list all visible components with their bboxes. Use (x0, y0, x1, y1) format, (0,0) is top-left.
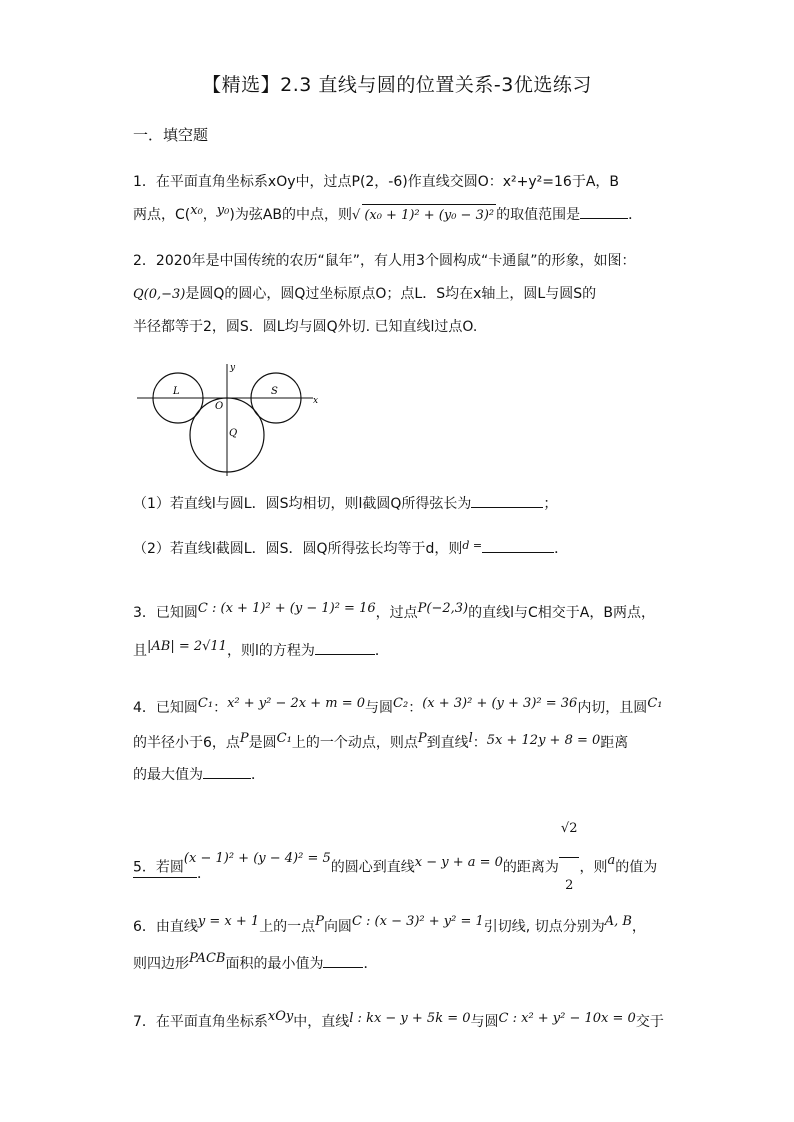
q2-part1-text: （1）若直线l与圆L．圆S均相切，则l截圆Q所得弦长为 (133, 496, 472, 512)
q6-line-equation: y = x + 1 (197, 914, 260, 929)
label-o: O (215, 401, 224, 412)
q2-part1-end: ； (543, 496, 558, 512)
q6-text-1a: 6．由直线 (133, 919, 198, 935)
q5-fraction-numerator: √2 (559, 801, 580, 858)
q4-text-1e: 内切，且圆 (577, 700, 648, 716)
q4-c1: C₁ (197, 696, 214, 711)
q6-text-1b: 上的一点 (259, 919, 316, 935)
q4-point-p-2: P (417, 731, 427, 746)
label-x: x (313, 396, 319, 406)
q6-answer-blank[interactable] (323, 967, 363, 968)
q4-answer-blank[interactable] (203, 778, 251, 779)
q6-tangent-points: A, B (604, 914, 632, 929)
q3-point: P(−2,3) (417, 601, 469, 616)
q2-text-2: 是圆Q的圆心，圆Q过坐标原点O；点L．S均在x轴上，圆L与圆S的 (185, 286, 597, 302)
question-7-line-1 (133, 1011, 674, 1034)
q4-text-2c: 上的一个动点，则点 (291, 735, 418, 751)
q7-line-equation: l : kx − y + 5k = 0 (349, 1011, 471, 1026)
question-3-line-2 (133, 640, 674, 663)
q6-text-2a: 则四边形 (133, 956, 189, 972)
q4-equation-2: (x + 3)² + (y + 3)² = 36 (422, 696, 578, 711)
q5-fraction-denominator: 2 (565, 878, 574, 893)
question-4-line-3 (133, 764, 674, 786)
section-heading: 一．填空题 (133, 126, 209, 144)
q4-end: ． (251, 767, 265, 783)
q5-text-1a: 5．若圆 (133, 859, 184, 876)
q5-answer-blank[interactable] (133, 877, 197, 878)
q5-end: ． (197, 866, 211, 882)
q6-text-2b: 面积的最小值为 (225, 956, 324, 972)
q3-end: ． (374, 643, 389, 659)
q3-circle-equation: C : (x + 1)² + (y − 1)² = 16 (197, 601, 376, 616)
q3-text-2a: 且 (133, 643, 147, 659)
q4-c1-b: C₁ (647, 696, 663, 711)
label-l: L (173, 386, 180, 397)
question-4-line-2 (133, 732, 674, 755)
q4-equation-1: x² + y² − 2x + m = 0 (227, 696, 366, 711)
q5-circle-equation: (x − 1)² + (y − 4)² = 5 (183, 850, 331, 866)
q7-text-1d: 交于 (635, 1014, 664, 1030)
question-6-line-2 (133, 953, 674, 976)
q1-answer-blank[interactable] (580, 218, 628, 219)
q1-x0: x₀ (190, 203, 203, 218)
q7-xoy: xOy (267, 1009, 294, 1024)
q1-end: ． (628, 207, 643, 223)
q4-point-p: P (239, 731, 249, 746)
q5-text-1e: 的值为 (615, 859, 658, 876)
q2-part2-blank[interactable] (482, 552, 554, 553)
q1-y0: y₀ (216, 203, 230, 218)
q7-text-1a: 7．在平面直角坐标系 (133, 1014, 268, 1030)
q3-answer-blank[interactable] (315, 654, 375, 655)
q2-point-q: Q(0,−3) (133, 287, 186, 302)
question-1-line-1 (133, 171, 674, 193)
q6-text-1c: 向圆 (323, 919, 352, 935)
question-5-line-1 (133, 811, 674, 893)
q4-line-equation: 5x + 12y + 8 = 0 (486, 733, 601, 748)
q4-text-1c: 与圆 (365, 700, 394, 716)
q1-comma: ， (202, 207, 217, 223)
q5-text-1c: 的距离为 (502, 859, 559, 876)
q3-text-2b: ，则l的方程为 (226, 643, 315, 659)
q4-text-1a: 4．已知圆 (133, 700, 198, 716)
q2-part2-text: （2）若直线l截圆L．圆S．圆Q所得弦长均等于d，则 (133, 541, 463, 557)
q3-text-1c: 的直线l与C相交于A，B两点， (468, 605, 655, 621)
q4-text-2e: ： (472, 735, 487, 751)
question-2-line-2 (133, 283, 674, 306)
q1-sqrt-expression: (x₀ + 1)² + (y₀ − 3)² (362, 204, 496, 227)
question-2-part-1 (133, 493, 674, 515)
q2-part1-blank[interactable] (471, 507, 543, 508)
q4-c1-c: C₁ (276, 731, 292, 746)
q4-line-symbol: l (468, 731, 473, 746)
q4-c2: C₂ (393, 696, 409, 711)
q4-text-2d: 到直线 (426, 735, 469, 751)
label-y: y (230, 363, 236, 373)
q6-quadrilateral: PACB (189, 951, 226, 966)
cartoon-mouse-figure (133, 356, 323, 478)
q5-text-1b: 的圆心到直线 (330, 859, 415, 876)
q2-part2-end: ． (554, 541, 569, 557)
q6-end: ． (363, 956, 378, 972)
q1-text-2a: 两点，C( (133, 207, 191, 223)
q2-text-3: 半径都等于2，圆S．圆L均与圆Q外切. 已知直线l过点O. (133, 319, 478, 335)
q6-text-1e: ， (631, 919, 646, 935)
q6-point-p: P (315, 914, 324, 929)
q7-text-1b: 中，直线 (293, 1014, 350, 1030)
q6-circle-equation: C : (x − 3)² + y² = 1 (351, 914, 484, 929)
q4-text-3: 的最大值为 (133, 767, 203, 783)
q5-distance-fraction (559, 801, 580, 914)
q3-text-1a: 3．已知圆 (133, 605, 198, 621)
question-2-part-2 (133, 538, 674, 561)
q1-text-2c: 的取值范围是 (496, 207, 581, 223)
label-s: S (271, 386, 278, 397)
q1-text-2b: )为弦AB的中点，则 (229, 207, 353, 223)
q7-circle-equation: C : x² + y² − 10x = 0 (498, 1011, 636, 1026)
label-q: Q (229, 428, 238, 439)
question-2-line-1 (133, 250, 674, 272)
q5-line-equation: x − y + a = 0 (414, 854, 503, 870)
question-3-line-1 (133, 602, 674, 625)
question-1-line-2: 两点，C(x₀，y₀)为弦AB的中点，则√ (x₀ + 1)² + (y₀ − 3)² 的取值范围是 ． (133, 204, 674, 227)
q1-text-1: 1．在平面直角坐标系xOy中，过点P(2，-6)作直线交圆O：x²+y²=16于A，B (133, 174, 619, 190)
q4-text-2a: 的半径小于6，点 (133, 735, 240, 751)
page-title: 【精选】2.3 直线与圆的位置关系-3优选练习 (202, 74, 592, 96)
question-2-line-3 (133, 316, 674, 338)
question-4-line-1 (133, 697, 674, 720)
q2-text-1: 2．2020年是中国传统的农历“鼠年”，有人用3个圆构成“卡通鼠”的形象，如图： (133, 253, 636, 269)
q4-text-1d: ： (408, 700, 423, 716)
question-5-line-2 (133, 863, 674, 885)
q5-text-1d: ，则 (579, 859, 608, 876)
question-6-line-1 (133, 916, 674, 939)
q4-text-2b: 是圆 (248, 735, 277, 751)
q4-text-2f: 距离 (600, 735, 629, 751)
q6-text-1d: 引切线, 切点分别为 (483, 919, 605, 935)
q5-a: a (607, 852, 616, 868)
q7-text-1c: 与圆 (470, 1014, 499, 1030)
q3-chord-length: |AB| = 2√11 (147, 639, 227, 654)
q2-part2-d: d = (462, 539, 483, 552)
q4-text-1b: ： (213, 700, 228, 716)
q3-text-1b: ，过点 (375, 605, 418, 621)
